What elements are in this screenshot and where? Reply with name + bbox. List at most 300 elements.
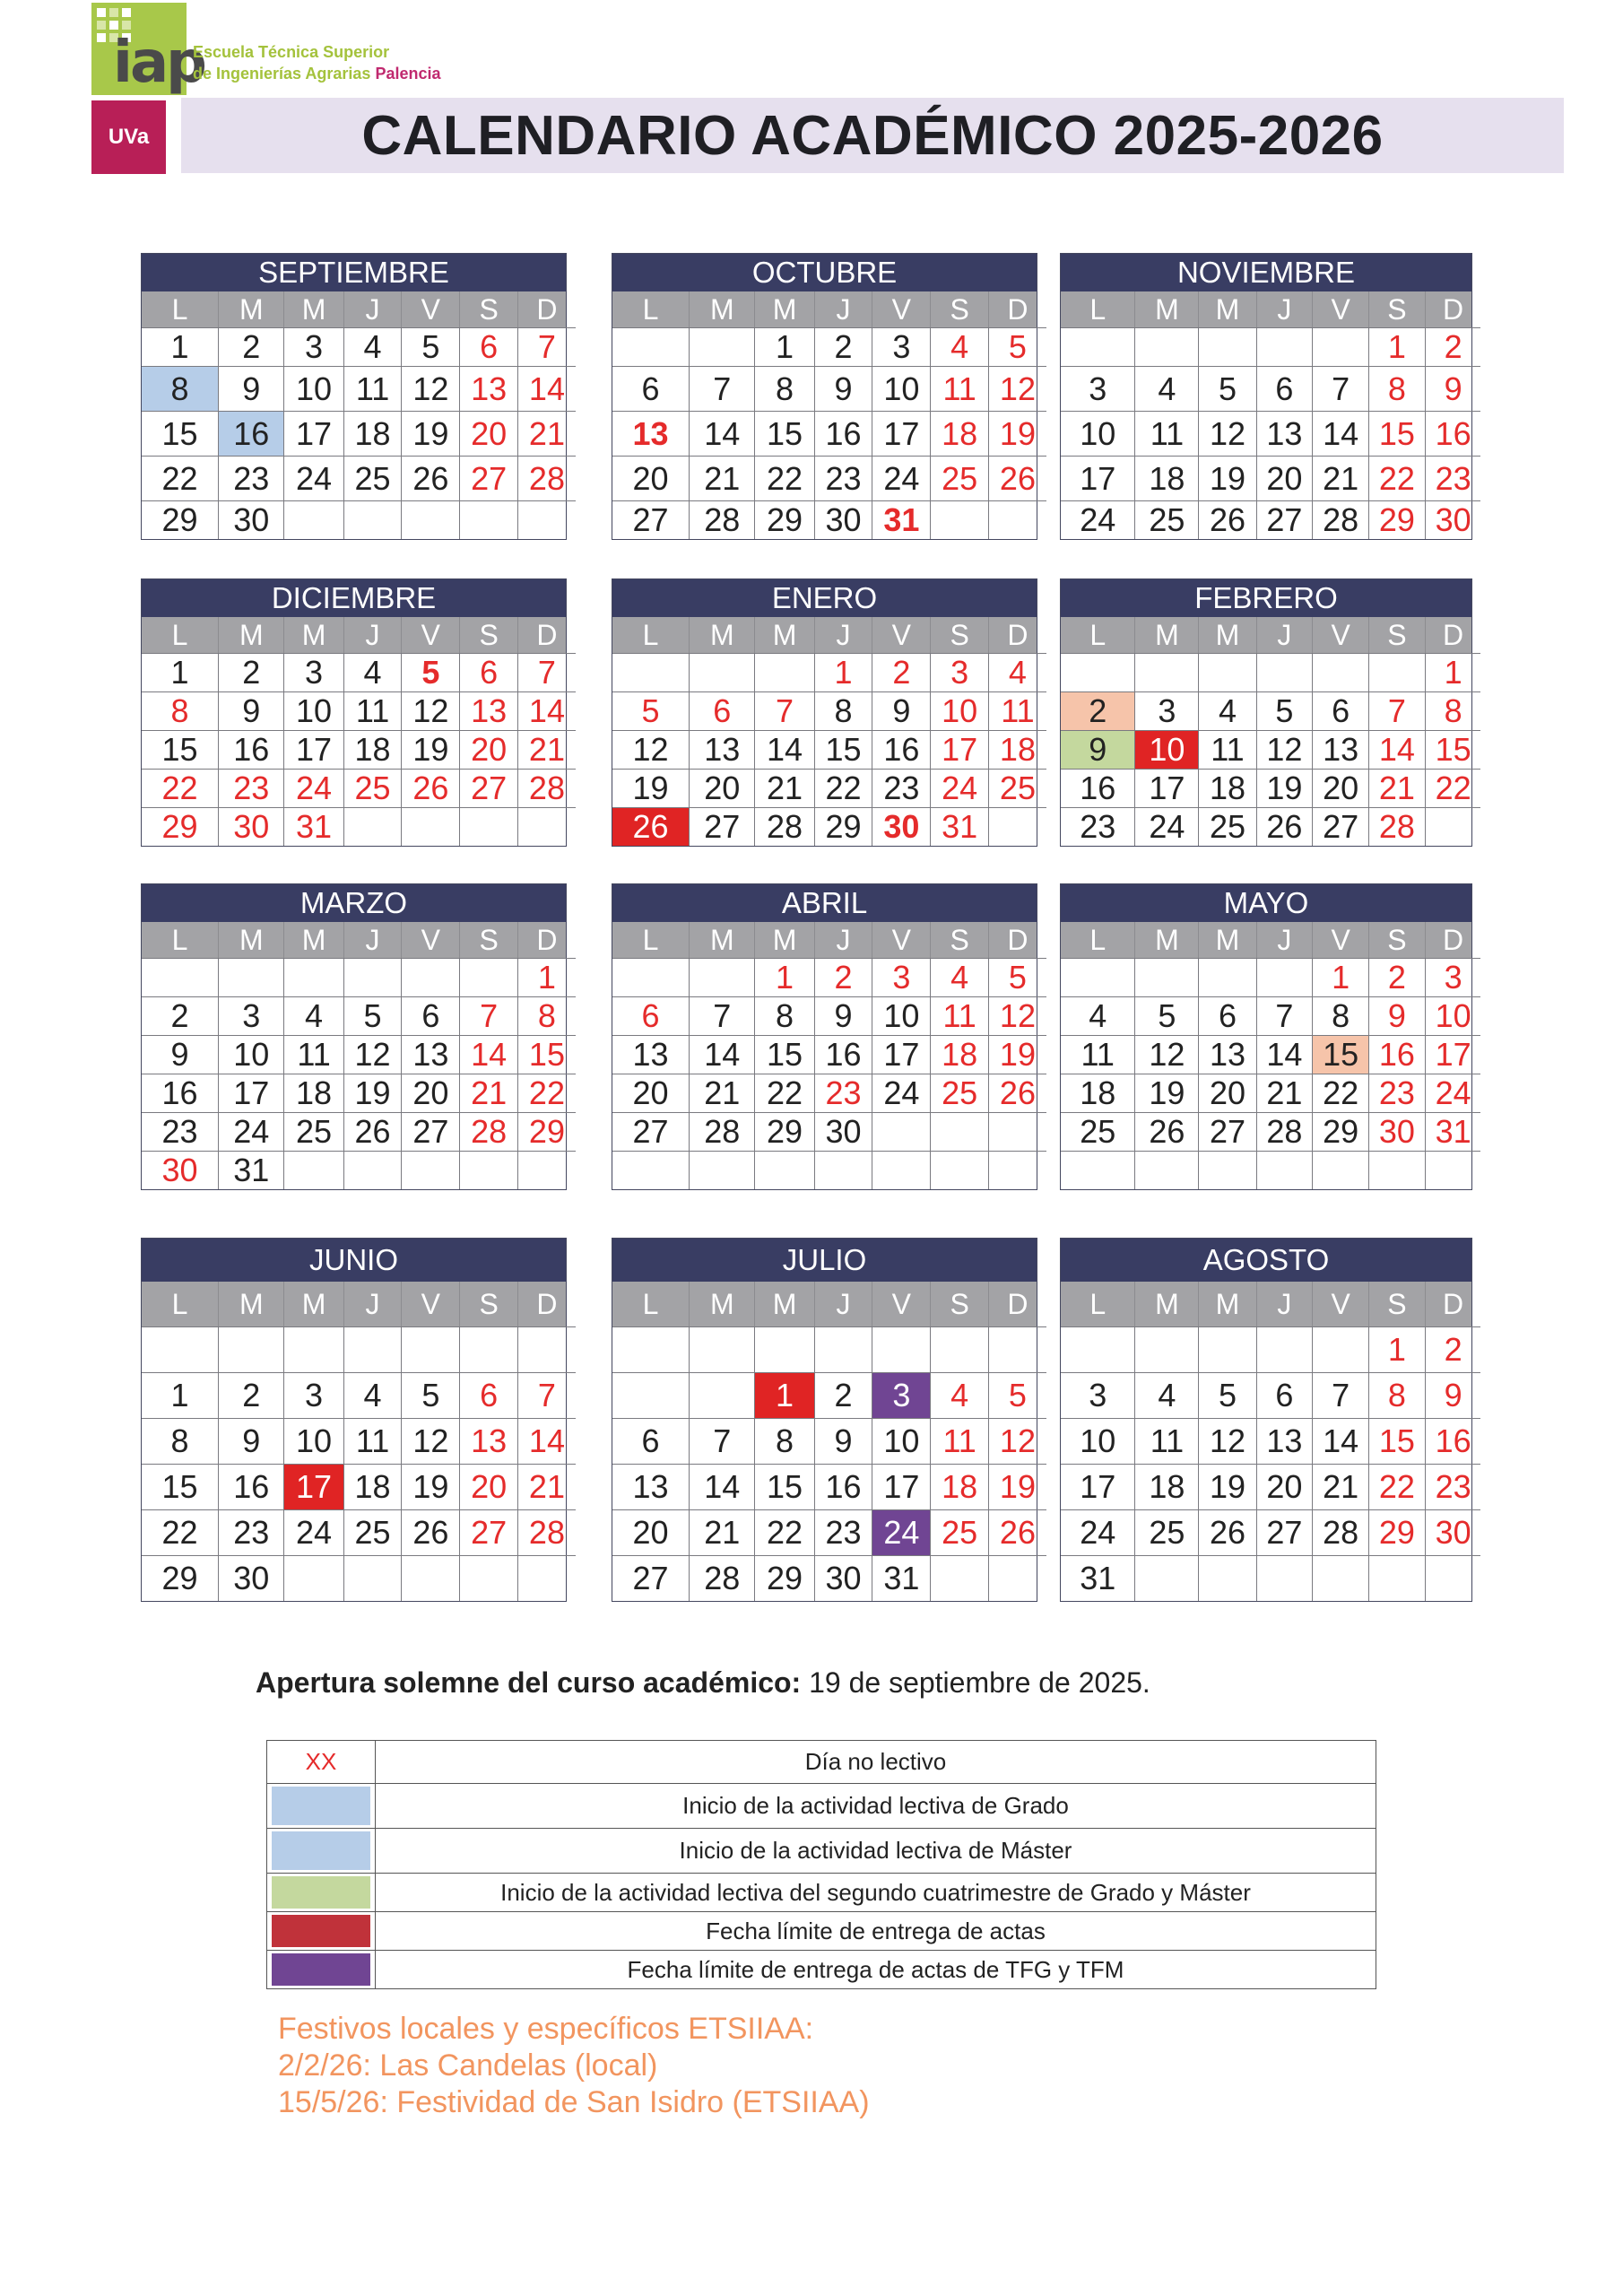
weekday-label: L [171, 923, 188, 956]
day-cell: 13 [689, 730, 754, 769]
day-cell: 19 [612, 769, 689, 807]
empty-cell [459, 1151, 517, 1189]
day-cell: 14 [1312, 1418, 1368, 1464]
day-cell: 4 [1134, 1372, 1198, 1418]
day-cell: 28 [689, 1555, 754, 1601]
month-name: MAYO [1061, 884, 1471, 922]
legend-row [267, 1911, 1376, 1950]
weekday-header [142, 1282, 566, 1326]
month-name: JULIO [612, 1239, 1037, 1282]
empty-cell [517, 807, 576, 846]
weekday-label: V [872, 617, 930, 653]
day-grid [612, 958, 1037, 1189]
day-cell: 20 [459, 730, 517, 769]
legend-row [267, 1783, 1376, 1828]
day-cell: 9 [142, 1035, 218, 1074]
empty-cell [343, 1326, 402, 1372]
day-cell: 2 [872, 653, 930, 691]
empty-cell [1312, 1151, 1368, 1189]
empty-cell [689, 653, 754, 691]
empty-cell [930, 1555, 988, 1601]
day-cell: 4 [988, 653, 1046, 691]
weekday-label: M [754, 1282, 813, 1326]
day-cell: 13 [612, 411, 689, 456]
month-enero [612, 578, 1037, 847]
day-cell: 19 [1198, 456, 1255, 500]
day-cell: 1 [754, 958, 813, 996]
day-cell: 23 [218, 769, 283, 807]
day-cell: 18 [930, 1035, 988, 1074]
weekday-label: M [689, 617, 754, 653]
weekday-label: S [459, 922, 517, 958]
month-noviembre [1060, 253, 1472, 540]
empty-cell [1368, 1555, 1425, 1601]
empty-cell [1134, 653, 1198, 691]
day-cell: 23 [814, 456, 872, 500]
day-cell: 11 [1134, 411, 1198, 456]
month-abril [612, 883, 1037, 1190]
day-cell: 4 [1134, 366, 1198, 411]
day-cell: 10 [930, 691, 988, 730]
day-cell: 21 [517, 1464, 576, 1509]
apertura-note [256, 1666, 1150, 1700]
empty-cell [1061, 958, 1134, 996]
empty-cell [459, 1326, 517, 1372]
day-grid [612, 327, 1037, 539]
weekday-header [612, 617, 1037, 653]
day-cell: 26 [1134, 1112, 1198, 1151]
day-cell: 26 [612, 807, 689, 846]
day-cell: 17 [872, 1035, 930, 1074]
month-name: FEBRERO [1061, 579, 1471, 617]
day-cell: 12 [988, 996, 1046, 1035]
day-cell: 14 [517, 1418, 576, 1464]
day-cell: 15 [1368, 411, 1425, 456]
day-cell: 12 [1134, 1035, 1198, 1074]
weekday-label: M [1198, 1282, 1255, 1326]
day-cell: 25 [1198, 807, 1255, 846]
empty-cell [517, 500, 576, 539]
legend-swatch-cell [267, 1874, 376, 1911]
empty-cell [459, 807, 517, 846]
day-cell: 15 [1312, 1035, 1368, 1074]
day-cell: 13 [401, 1035, 459, 1074]
empty-cell [754, 1151, 813, 1189]
day-cell: 11 [1134, 1418, 1198, 1464]
day-cell: 23 [814, 1509, 872, 1555]
day-cell: 4 [343, 1372, 402, 1418]
day-cell: 7 [1256, 996, 1313, 1035]
month-agosto [1060, 1238, 1472, 1602]
weekday-label: M [1134, 1282, 1198, 1326]
empty-cell [1256, 653, 1313, 691]
day-cell: 8 [142, 691, 218, 730]
day-cell: 14 [754, 730, 813, 769]
empty-cell [612, 1326, 689, 1372]
day-cell: 5 [401, 1372, 459, 1418]
weekday-header [1061, 1282, 1471, 1326]
empty-cell [401, 1326, 459, 1372]
day-cell: 20 [459, 411, 517, 456]
day-cell: 8 [517, 996, 576, 1035]
day-cell: 8 [1368, 366, 1425, 411]
day-cell: 18 [988, 730, 1046, 769]
day-cell: 15 [754, 1464, 813, 1509]
day-cell: 14 [1312, 411, 1368, 456]
weekday-label: D [517, 922, 576, 958]
day-cell: 11 [343, 691, 402, 730]
weekday-label: S [1368, 617, 1425, 653]
weekday-header [612, 922, 1037, 958]
empty-cell [517, 1555, 576, 1601]
day-cell: 12 [1256, 730, 1313, 769]
day-cell: 9 [1425, 1372, 1481, 1418]
day-cell: 22 [142, 456, 218, 500]
day-cell: 14 [459, 1035, 517, 1074]
month-septiembre [141, 253, 567, 540]
legend-row [267, 1873, 1376, 1911]
empty-cell [1425, 1151, 1481, 1189]
day-cell: 25 [930, 1509, 988, 1555]
day-cell: 3 [930, 653, 988, 691]
day-cell: 24 [218, 1112, 283, 1151]
weekday-label: S [930, 617, 988, 653]
day-cell: 18 [930, 411, 988, 456]
empty-cell [988, 1326, 1046, 1372]
weekday-label: J [343, 1282, 402, 1326]
day-cell: 7 [689, 996, 754, 1035]
day-cell: 9 [1425, 366, 1481, 411]
day-cell: 8 [142, 366, 218, 411]
day-cell: 7 [1368, 691, 1425, 730]
day-cell: 19 [988, 1464, 1046, 1509]
empty-cell [401, 500, 459, 539]
empty-cell [1134, 958, 1198, 996]
empty-cell [872, 1326, 930, 1372]
day-cell: 26 [401, 456, 459, 500]
day-cell: 18 [343, 411, 402, 456]
empty-cell [1256, 958, 1313, 996]
empty-cell [612, 653, 689, 691]
day-cell: 3 [872, 327, 930, 366]
day-cell: 22 [754, 456, 813, 500]
day-cell: 2 [142, 996, 218, 1035]
day-cell: 21 [689, 456, 754, 500]
day-cell: 21 [517, 730, 576, 769]
day-cell: 6 [401, 996, 459, 1035]
day-cell: 1 [142, 1372, 218, 1418]
day-cell: 14 [517, 691, 576, 730]
day-cell: 9 [218, 366, 283, 411]
day-cell: 31 [218, 1151, 283, 1189]
empty-cell [612, 1372, 689, 1418]
weekday-label: J [1256, 291, 1313, 327]
day-cell: 6 [612, 996, 689, 1035]
weekday-label: J [814, 1282, 872, 1326]
day-cell: 6 [459, 653, 517, 691]
day-cell: 28 [517, 456, 576, 500]
weekday-label: D [988, 617, 1046, 653]
empty-cell [930, 1326, 988, 1372]
day-grid [142, 958, 566, 1189]
month-febrero [1060, 578, 1472, 847]
empty-cell [283, 500, 343, 539]
day-cell: 10 [872, 1418, 930, 1464]
empty-cell [1198, 1326, 1255, 1372]
day-cell: 26 [401, 769, 459, 807]
day-cell: 22 [1312, 1074, 1368, 1112]
month-name: NOVIEMBRE [1061, 254, 1471, 291]
weekday-label: L [642, 292, 659, 326]
weekday-label: V [872, 1282, 930, 1326]
day-cell: 14 [1368, 730, 1425, 769]
day-cell: 14 [689, 411, 754, 456]
month-mayo [1060, 883, 1472, 1190]
logo-text: iap [113, 30, 204, 96]
weekday-label: V [401, 1282, 459, 1326]
empty-cell [459, 500, 517, 539]
day-cell: 7 [689, 1418, 754, 1464]
empty-cell [988, 1112, 1046, 1151]
day-grid [612, 653, 1037, 846]
day-cell: 4 [283, 996, 343, 1035]
day-cell: 28 [517, 1509, 576, 1555]
weekday-label: J [343, 291, 402, 327]
day-cell: 18 [343, 1464, 402, 1509]
festivos-item: 15/5/26: Festividad de San Isidro (ETSIIAA) [278, 2085, 870, 2119]
legend-swatch-grado [272, 1787, 370, 1824]
empty-cell [283, 958, 343, 996]
day-cell: 2 [218, 327, 283, 366]
day-cell: 7 [1312, 1372, 1368, 1418]
day-cell: 20 [1256, 456, 1313, 500]
day-cell: 31 [872, 1555, 930, 1601]
day-cell: 11 [283, 1035, 343, 1074]
legend-swatch-cell [267, 1912, 376, 1950]
day-cell: 17 [218, 1074, 283, 1112]
day-cell: 25 [1134, 500, 1198, 539]
day-cell: 25 [283, 1112, 343, 1151]
empty-cell [517, 1326, 576, 1372]
legend-swatch-cell [267, 1829, 376, 1873]
empty-cell [1134, 1555, 1198, 1601]
legend-row [267, 1828, 1376, 1873]
month-name: ENERO [612, 579, 1037, 617]
day-cell: 30 [872, 807, 930, 846]
day-cell: 22 [1368, 1464, 1425, 1509]
day-cell: 1 [1368, 1326, 1425, 1372]
day-cell: 14 [689, 1464, 754, 1509]
legend-row [267, 1950, 1376, 1988]
day-cell: 7 [754, 691, 813, 730]
day-cell: 25 [1134, 1509, 1198, 1555]
empty-cell [1134, 327, 1198, 366]
empty-cell [1256, 1151, 1313, 1189]
empty-cell [283, 1555, 343, 1601]
day-cell: 1 [1368, 327, 1425, 366]
day-cell: 27 [612, 500, 689, 539]
day-cell: 24 [1061, 500, 1134, 539]
day-cell: 5 [1256, 691, 1313, 730]
weekday-label: J [1256, 617, 1313, 653]
day-cell: 28 [754, 807, 813, 846]
day-cell: 15 [754, 1035, 813, 1074]
day-cell: 7 [517, 653, 576, 691]
day-cell: 15 [142, 1464, 218, 1509]
day-cell: 5 [343, 996, 402, 1035]
day-cell: 5 [1198, 1372, 1255, 1418]
empty-cell [459, 1555, 517, 1601]
empty-cell [1061, 653, 1134, 691]
day-cell: 16 [872, 730, 930, 769]
day-cell: 27 [1198, 1112, 1255, 1151]
day-cell: 3 [872, 1372, 930, 1418]
day-cell: 27 [459, 769, 517, 807]
day-cell: 5 [1134, 996, 1198, 1035]
weekday-label: S [1368, 922, 1425, 958]
day-cell: 30 [814, 1555, 872, 1601]
day-cell: 17 [1134, 769, 1198, 807]
weekday-label: M [1198, 617, 1255, 653]
empty-cell [1134, 1326, 1198, 1372]
weekday-label: M [283, 1282, 343, 1326]
empty-cell [459, 958, 517, 996]
day-cell: 10 [1061, 411, 1134, 456]
weekday-header [612, 291, 1037, 327]
empty-cell [612, 327, 689, 366]
weekday-label: M [754, 922, 813, 958]
day-cell: 30 [218, 807, 283, 846]
day-cell: 6 [1256, 366, 1313, 411]
day-cell: 12 [988, 366, 1046, 411]
weekday-header [142, 291, 566, 327]
month-marzo [141, 883, 567, 1190]
day-cell: 12 [612, 730, 689, 769]
day-cell: 23 [1425, 456, 1481, 500]
empty-cell [1256, 327, 1313, 366]
weekday-label: J [1256, 922, 1313, 958]
empty-cell [872, 1112, 930, 1151]
day-cell: 13 [459, 691, 517, 730]
day-cell: 8 [1425, 691, 1481, 730]
day-cell: 17 [1425, 1035, 1481, 1074]
empty-cell [343, 807, 402, 846]
day-cell: 17 [1061, 1464, 1134, 1509]
month-name: MARZO [142, 884, 566, 922]
day-cell: 11 [988, 691, 1046, 730]
weekday-label: V [1312, 291, 1368, 327]
day-cell: 7 [1312, 366, 1368, 411]
day-cell: 25 [343, 1509, 402, 1555]
empty-cell [1256, 1555, 1313, 1601]
empty-cell [218, 958, 283, 996]
day-cell: 31 [872, 500, 930, 539]
day-cell: 1 [754, 1372, 813, 1418]
legend-swatch-segundo-cuatrimestre [272, 1876, 370, 1909]
day-cell: 24 [872, 1509, 930, 1555]
weekday-label: D [517, 291, 576, 327]
day-cell: 10 [1425, 996, 1481, 1035]
legend-swatch-actas [272, 1915, 370, 1947]
day-cell: 29 [1368, 1509, 1425, 1555]
day-cell: 21 [459, 1074, 517, 1112]
day-cell: 28 [1312, 500, 1368, 539]
empty-cell [1425, 807, 1481, 846]
day-cell: 19 [988, 1035, 1046, 1074]
day-cell: 19 [401, 1464, 459, 1509]
day-cell: 5 [401, 327, 459, 366]
month-name: ABRIL [612, 884, 1037, 922]
day-cell: 26 [401, 1509, 459, 1555]
empty-cell [1198, 1151, 1255, 1189]
festivos-item: 2/2/26: Las Candelas (local) [278, 2048, 658, 2083]
empty-cell [142, 1326, 218, 1372]
day-grid [142, 1326, 566, 1601]
empty-cell [343, 958, 402, 996]
day-cell: 17 [1061, 456, 1134, 500]
month-octubre [612, 253, 1037, 540]
weekday-label: M [1198, 291, 1255, 327]
day-cell: 27 [1312, 807, 1368, 846]
day-cell: 26 [988, 1074, 1046, 1112]
day-cell: 30 [814, 500, 872, 539]
day-cell: 27 [689, 807, 754, 846]
weekday-label: J [814, 291, 872, 327]
weekday-label: D [517, 617, 576, 653]
empty-cell [1061, 1326, 1134, 1372]
day-cell: 22 [754, 1509, 813, 1555]
empty-cell [988, 1555, 1046, 1601]
day-cell: 3 [1134, 691, 1198, 730]
day-cell: 25 [343, 769, 402, 807]
weekday-label: S [459, 291, 517, 327]
day-cell: 18 [1134, 456, 1198, 500]
weekday-label: D [517, 1282, 576, 1326]
day-cell: 2 [1061, 691, 1134, 730]
weekday-label: J [343, 922, 402, 958]
day-cell: 21 [1312, 456, 1368, 500]
day-cell: 2 [814, 958, 872, 996]
day-cell: 4 [343, 327, 402, 366]
empty-cell [343, 500, 402, 539]
empty-cell [814, 1151, 872, 1189]
empty-cell [1198, 1555, 1255, 1601]
day-cell: 30 [1425, 500, 1481, 539]
day-cell: 21 [1312, 1464, 1368, 1509]
day-cell: 2 [1425, 327, 1481, 366]
day-cell: 23 [814, 1074, 872, 1112]
empty-cell [401, 807, 459, 846]
day-cell: 25 [343, 456, 402, 500]
empty-cell [343, 1151, 402, 1189]
weekday-label: V [872, 291, 930, 327]
day-cell: 27 [401, 1112, 459, 1151]
day-cell: 6 [612, 1418, 689, 1464]
month-name: AGOSTO [1061, 1239, 1471, 1282]
day-cell: 22 [1368, 456, 1425, 500]
empty-cell [1368, 653, 1425, 691]
day-cell: 19 [401, 730, 459, 769]
empty-cell [930, 1112, 988, 1151]
empty-cell [689, 958, 754, 996]
day-cell: 26 [988, 1509, 1046, 1555]
day-cell: 9 [814, 996, 872, 1035]
day-cell: 11 [1061, 1035, 1134, 1074]
legend-text: Fecha límite de entrega de actas de TFG y TFM [627, 1955, 1124, 1983]
day-cell: 1 [142, 327, 218, 366]
weekday-label: S [930, 922, 988, 958]
day-cell: 29 [754, 1555, 813, 1601]
